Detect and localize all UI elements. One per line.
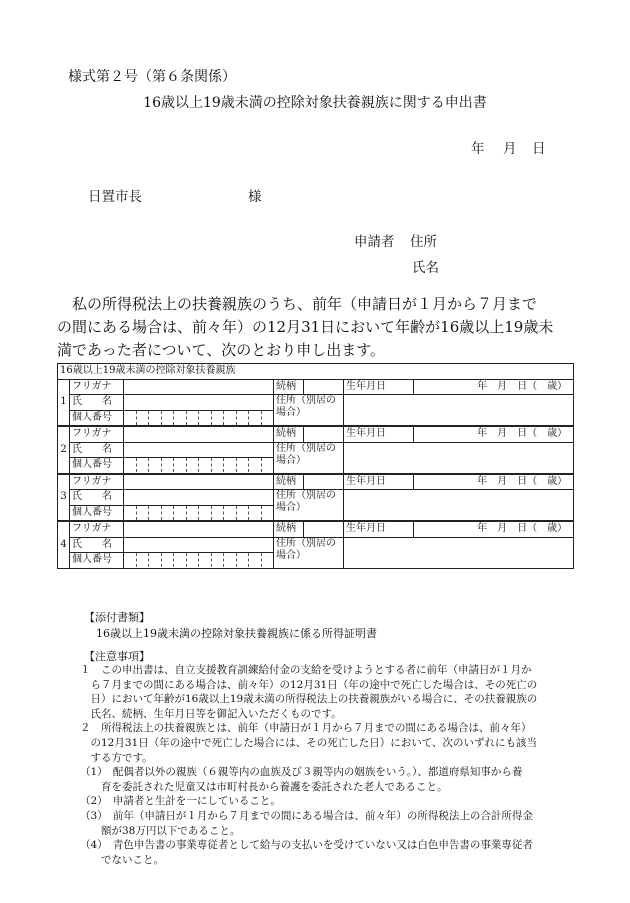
dependents-table [57, 363, 574, 569]
note-line: １ この申出書は、自立支援教育訓練給付金の支給を受けようとする者に前年（申請日が１月か [80, 664, 532, 676]
note-line: （3） 前年（申請日が１月から７月までの間にある場合は、前々年）の所得税法上の合計所得金 [80, 809, 533, 822]
birthdate-input[interactable]: 年 月 日（ 歳） [414, 522, 574, 538]
note-line: ら７月までの間にある場合は、前々年）の12月31日（年の途中で死亡した場合は、その死亡の [80, 678, 538, 691]
notes-heading: 【注意事項】 [84, 650, 150, 663]
attachment-text: 16歳以上19歳未満の控除対象扶養親族に係る所得証明書 [96, 627, 377, 640]
date-year-label: 年 [471, 141, 485, 157]
furigana-input[interactable] [124, 522, 274, 538]
note-line: 育を委託された児童又は市町村長から養護を委託された老人であること。 [80, 780, 448, 793]
mynumber-label: 個人番号 [70, 553, 124, 569]
mynumber-label: 個人番号 [70, 505, 124, 521]
birthdate-label: 生年月日 [344, 379, 414, 395]
birthdate-input[interactable]: 年 月 日（ 歳） [414, 474, 574, 490]
table-caption: 16歳以上19歳未満の控除対象扶養親族 [58, 364, 574, 380]
furigana-label: フリガナ [70, 427, 124, 443]
notes-list [80, 663, 580, 867]
mynumber-label: 個人番号 [70, 410, 124, 426]
address-label: 住所（別居の場合） [274, 490, 344, 521]
name-label: 氏 名 [70, 395, 124, 411]
applicant-address-label: 住所 [410, 234, 437, 250]
birthdate-input[interactable]: 年 月 日（ 歳） [414, 379, 574, 395]
relation-input[interactable] [304, 474, 344, 490]
mynumber-input[interactable] [124, 410, 274, 426]
addressee-honorific: 様 [248, 189, 262, 205]
note-line: （1） 配偶者以外の親族（６親等内の血族及び３親等内の姻族をいう。）、都道府県知事から養 [80, 766, 523, 779]
body-line: 満であった者について、次のとおり申し出ます。 [57, 341, 386, 359]
row-number: 4 [58, 522, 70, 569]
note-line: の12月31日（年の途中で死亡した場合には、その死亡した日）において、次のいずれにも該当 [80, 736, 538, 749]
row-number: 1 [58, 379, 70, 426]
table-row [58, 379, 574, 395]
address-input[interactable] [344, 395, 574, 426]
relation-input[interactable] [304, 522, 344, 538]
relation-label: 続柄 [274, 427, 304, 443]
body-line: 私の所得税法上の扶養親族のうち、前年（申請日が１月から７月まで [57, 295, 538, 313]
furigana-input[interactable] [124, 474, 274, 490]
applicant-label: 申請者 [354, 234, 395, 250]
name-input[interactable] [124, 442, 274, 458]
note-line: （2） 申請者と生計を一にしていること。 [80, 795, 281, 808]
name-input[interactable] [124, 537, 274, 553]
date-month-label: 月 [503, 141, 517, 157]
mynumber-label: 個人番号 [70, 458, 124, 474]
note-line: でないこと。 [80, 853, 164, 866]
body-line: の間にある場合は、前々年）の12月31日において年齢が16歳以上19歳未 [57, 318, 554, 336]
furigana-label: フリガナ [70, 379, 124, 395]
note-line: する方です。 [80, 751, 153, 764]
note-line: 額が38万円以下であること。 [80, 824, 241, 837]
row-number: 3 [58, 474, 70, 521]
note-line: 氏名、続柄、生年月日等を御記入いただくものです。 [80, 707, 342, 720]
birthdate-input[interactable]: 年 月 日（ 歳） [414, 427, 574, 443]
page-title: 16歳以上19歳未満の控除対象扶養親族に関する申出書 [143, 95, 487, 111]
note-line: （4） 青色申告書の事業専従者として給与の支払いを受けていない又は白色申告書の事業専従者 [80, 839, 533, 852]
note-line: 日）において年齢が16歳以上19歳未満の所得税法上の扶養親族がいる場合に、その扶養親族の [80, 693, 538, 706]
addressee-name: 日置市長 [88, 189, 142, 205]
relation-label: 続柄 [274, 379, 304, 395]
address-label: 住所（別居の場合） [274, 442, 344, 473]
relation-label: 続柄 [274, 522, 304, 538]
name-label: 氏 名 [70, 537, 124, 553]
name-input[interactable] [124, 490, 274, 506]
furigana-input[interactable] [124, 427, 274, 443]
address-input[interactable] [344, 490, 574, 521]
mynumber-input[interactable] [124, 458, 274, 474]
relation-input[interactable] [304, 379, 344, 395]
name-label: 氏 名 [70, 490, 124, 506]
attachment-heading: 【添付書類】 [84, 611, 150, 624]
birthdate-label: 生年月日 [344, 522, 414, 538]
birthdate-label: 生年月日 [344, 474, 414, 490]
form-number: 様式第２号（第６条関係） [68, 69, 236, 85]
table-row [58, 474, 574, 490]
applicant-name-label: 氏名 [412, 260, 439, 276]
name-input[interactable] [124, 395, 274, 411]
relation-input[interactable] [304, 427, 344, 443]
name-label: 氏 名 [70, 442, 124, 458]
note-line: ２ 所得税法上の扶養親族とは、前年（申請日が１月から７月までの間にある場合は、前々年） [80, 722, 532, 735]
address-label: 住所（別居の場合） [274, 395, 344, 426]
furigana-input[interactable] [124, 379, 274, 395]
relation-label: 続柄 [274, 474, 304, 490]
furigana-label: フリガナ [70, 474, 124, 490]
furigana-label: フリガナ [70, 522, 124, 538]
address-input[interactable] [344, 537, 574, 568]
mynumber-input[interactable] [124, 553, 274, 569]
date-day-label: 日 [532, 141, 546, 157]
row-number: 2 [58, 427, 70, 474]
table-row [58, 522, 574, 538]
mynumber-input[interactable] [124, 505, 274, 521]
table-row [58, 427, 574, 443]
birthdate-label: 生年月日 [344, 427, 414, 443]
body-text [57, 293, 577, 362]
address-label: 住所（別居の場合） [274, 537, 344, 568]
address-input[interactable] [344, 442, 574, 473]
